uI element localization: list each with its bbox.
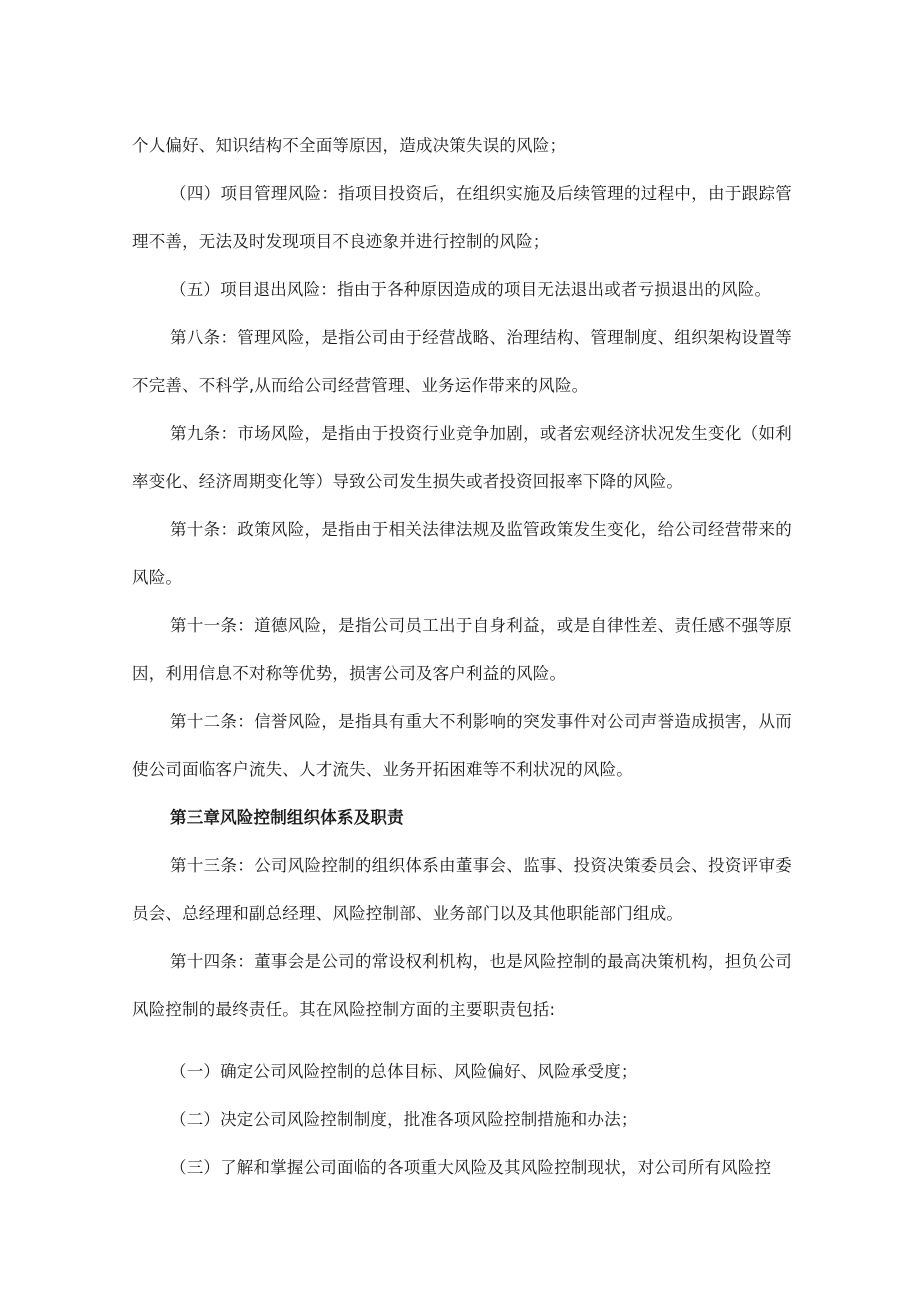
paragraph-article-10: 第十条：政策风险，是指由于相关法律法规及监管政策发生变化，给公司经营带来的风险。 (132, 520, 792, 587)
paragraph-duty-1: （一）确定公司风险控制的总体目标、风险偏好、风险承受度； (170, 1062, 638, 1081)
paragraph-article-14: 第十四条：董事会是公司的常设权利机构，也是风险控制的最高决策机构，担负公司风险控制的最终责任。其在风险控制方面的主要职责包括: (132, 952, 792, 1019)
paragraph-duty-3: （三）了解和掌握公司面临的各项重大风险及其风险控制现状，对公司所有风险控 (170, 1158, 772, 1177)
paragraph-item-4: （四）项目管理风险：指项目投资后，在组织实施及后续管理的过程中，由于跟踪管理不善，无法及时发现项目不良迹象并进行控制的风险； (132, 184, 792, 251)
paragraph-duty-2: （二）决定公司风险控制制度，批准各项风险控制措施和办法； (170, 1110, 638, 1129)
paragraph-article-8: 第八条：管理风险，是指公司由于经营战略、治理结构、管理制度、组织架构设置等不完善、不科学,从而给公司经营管理、业务运作带来的风险。 (132, 328, 792, 395)
chapter-heading: 第三章风险控制组织体系及职责 (170, 808, 404, 827)
paragraph-item-5: （五）项目退出风险：指由于各种原因造成的项目无法退出或者亏损退出的风险。 (170, 280, 772, 299)
paragraph-continuation: 个人偏好、知识结构不全面等原因，造成决策失误的风险； (132, 136, 567, 155)
paragraph-article-13: 第十三条：公司风险控制的组织体系由董事会、监事、投资决策委员会、投资评审委员会、总经理和副总经理、风险控制部、业务部门以及其他职能部门组成。 (132, 856, 792, 923)
paragraph-article-9: 第九条：市场风险，是指由于投资行业竞争加剧，或者宏观经济状况发生变化（如利率变化、经济周期变化等）导致公司发生损失或者投资回报率下降的风险。 (132, 424, 792, 491)
paragraph-article-11: 第十一条：道德风险，是指公司员工出于自身利益，或是自律性差、责任感不强等原因，利用信息不对称等优势，损害公司及客户利益的风险。 (132, 616, 792, 683)
paragraph-article-12: 第十二条：信誉风险，是指具有重大不利影响的突发事件对公司声誉造成损害，从而使公司面临客户流失、人才流失、业务开拓困难等不利状况的风险。 (132, 712, 792, 779)
